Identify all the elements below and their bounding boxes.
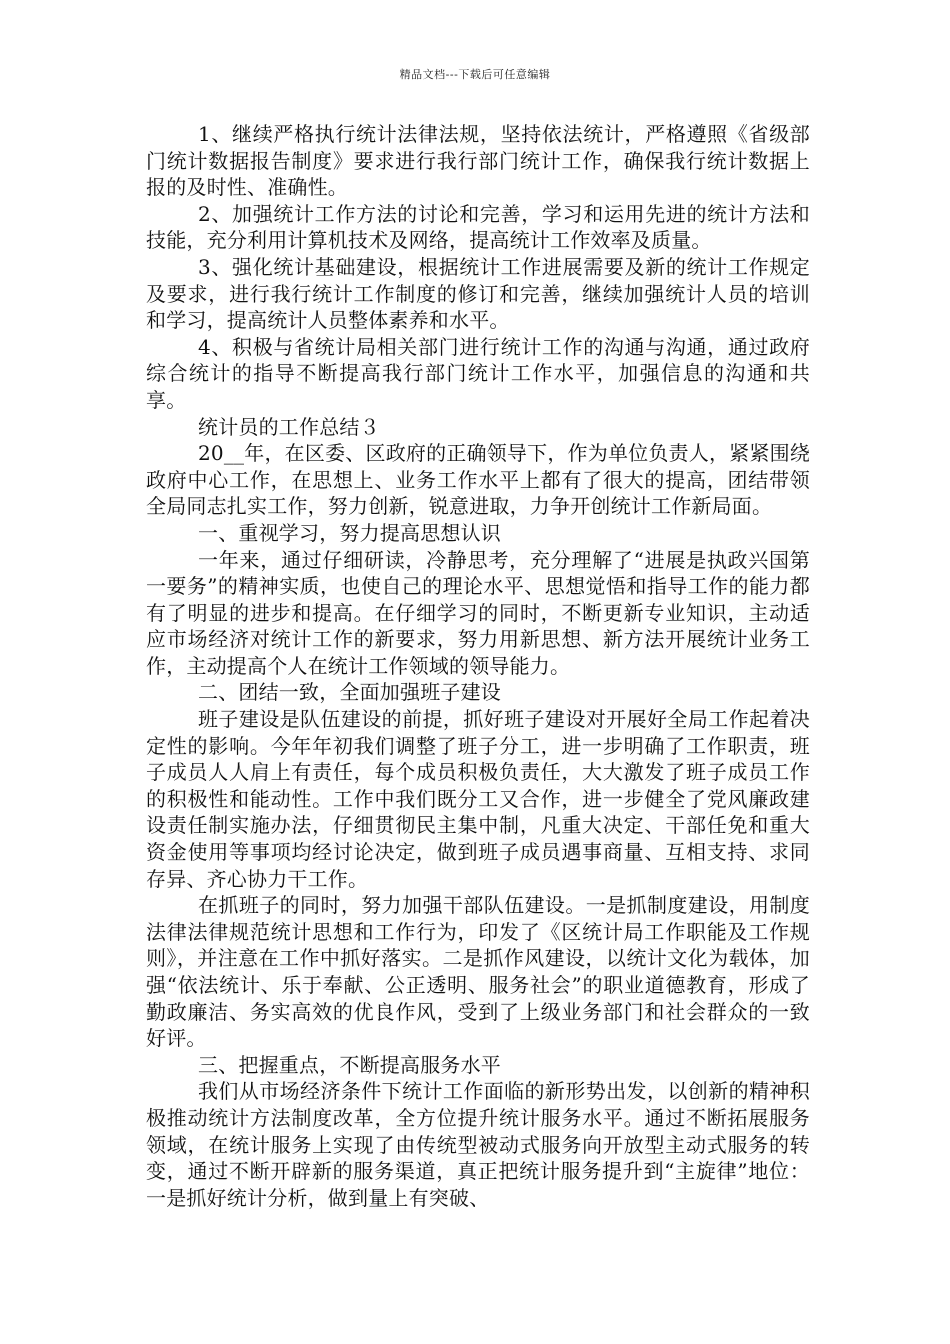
document-body xyxy=(146,121,810,1211)
paragraph-study: 一年来，通过仔细研读，冷静思考，充分理解了“进展是执政兴国第一要务”的精神实质，也使自己的理论水平、思想觉悟和指导工作的能力都有了明显的进步和提高。在仔细学习的同时，不断更新专业知识，主动适应市场经济对统计工作的新要求，努力用新思想、新方法开展统计业务工作，主动提高个人在统计工作领域的领导能力。 xyxy=(146,547,810,678)
paragraph-staff: 在抓班子的同时，努力加强干部队伍建设。一是抓制度建设，用制度法律法律规范统计思想和工作行为，印发了《区统计局工作职能及工作规则》，并注意在工作中抓好落实。二是抓作风建设，以统计文化为载体，加强“依法统计、乐于奉献、公正透明、服务社会”的职业道德教育，形成了勤政廉洁、务实高效的优良作风，受到了上级业务部门和社会群众的一致好评。 xyxy=(146,893,810,1051)
paragraph-item-4: 4、积极与省统计局相关部门进行统计工作的沟通与沟通，通过政府综合统计的指导不断提高我行部门统计工作水平，加强信息的沟通和共享。 xyxy=(146,334,810,412)
section-title: 统计员的工作总结３ xyxy=(198,414,380,439)
page-header: 精品文档---下载后可任意编辑 xyxy=(399,68,551,81)
paragraph-service: 我们从市场经济条件下统计工作面临的新形势出发，以创新的精神积极推动统计方法制度改革，全方位提升统计服务水平。通过不断拓展服务领域，在统计服务上实现了由传统型被动式服务向开放型主动式服务的转变，通过不断开辟新的服务渠道，真正把统计服务提升到“主旋律”地位：一是抓好统计分析，做到量上有突破、 xyxy=(146,1079,810,1210)
heading-study: 一、重视学习，努力提高思想认识 xyxy=(198,520,501,545)
paragraph-item-1: 1、继续严格执行统计法律法规，坚持依法统计，严格遵照《省级部门统计数据报告制度》要求进行我行部门统计工作，确保我行统计数据上报的及时性、准确性。 xyxy=(146,122,810,200)
paragraph-item-3: 3、强化统计基础建设，根据统计工作进展需要及新的统计工作规定及要求，进行我行统计工作制度的修订和完善，继续加强统计人员的培训和学习，提高统计人员整体素养和水平。 xyxy=(146,254,810,333)
paragraph-team: 班子建设是队伍建设的前提，抓好班子建设对开展好全局工作起着决定性的影响。今年年初我们调整了班子分工，进一步明确了工作职责，班子成员人人肩上有责任，每个成员积极负责任，大大激发了班子成员工作的积极性和能动性。工作中我们既分工又合作，进一步健全了党风廉政建设责任制实施办法，仔细贯彻民主集中制，凡重大决定、干部任免和重大资金使用等事项均经讨论决定，做到班子成员遇事商量、互相支持、求同存异、齐心协力干工作。 xyxy=(146,707,810,891)
heading-team: 二、团结一致，全面加强班子建设 xyxy=(198,680,501,705)
paragraph-item-2: 2、加强统计工作方法的讨论和完善，学习和运用先进的统计方法和技能，充分利用计算机技术及网络，提高统计工作效率及质量。 xyxy=(146,201,810,253)
paragraph-intro: 20__年，在区委、区政府的正确领导下，作为单位负责人，紧紧围绕政府中心工作，在思想上、业务工作水平上都有了很大的提高，团结带领全局同志扎实工作，努力创新，锐意进取，力争开创统计工作新局面。 xyxy=(146,441,810,519)
heading-service: 三、把握重点，不断提高服务水平 xyxy=(198,1052,501,1077)
